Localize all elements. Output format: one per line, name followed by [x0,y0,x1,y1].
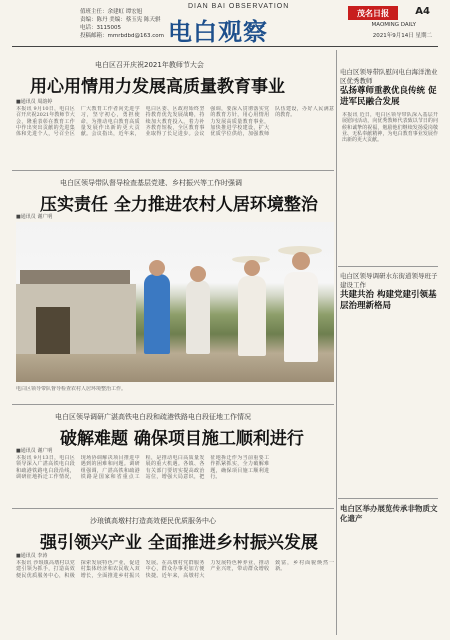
article-kicker: 电白区领导带队督导检查基层党建、乡村振兴等工作时强调 [60,179,242,187]
article-headline: 破解难题 确保项目施工顺利进行 [60,429,304,449]
divider [12,170,334,171]
sidebar-kicker: 电白区领导调研水东街道领导班子建设工作 [340,272,438,289]
article-reporter: ■通讯员 李涛 [16,553,48,559]
sidebar-article [340,272,438,312]
photo-person [238,276,266,356]
photo-person-head [292,252,310,270]
article-body: 本报讯 9月13日，电白区领导深入广湛高铁电白段和疏港铁路电白段沿线，调研征地拆迁工作情况，现场协调解决项目推进中遇到的困难和问题。调研组强调，广湛高铁和疏港铁路是国家和省重点工程，是推动电白高质量发展的重大机遇。各镇、各有关部门要切实提高政治站位，增强大局意识，把征地拆迁作为当前重要工作抓紧抓实，全力破解难题，确保项目施工顺利进行。 [16,455,270,480]
paper-name: MAOMING DAILY [371,22,416,28]
article-kicker: 电白区领导调研广湛高铁电白段和疏港铁路电白段征地工作情况 [55,413,251,421]
masthead [0,0,450,48]
article-body: 本报讯 沙琅镇高墩村以党建引领为抓手，打造高效便民优质服务中心，积极探索发展特色产业，促进村集体经济和农民收入双增长，全面推进乡村振兴发展。在高墩村党群服务中心，群众办事更加方便快捷。近年来，高墩村大力发展特色种养业，推动产业兴旺，带动群众增收致富，乡村面貌焕然一新。 [16,560,334,579]
photo-house [16,284,136,354]
article-reporter: ■通讯员 周韵婷 [16,99,53,105]
publish-date: 2021年9月14日 星期二 [372,33,432,39]
news-photo [16,222,334,382]
article-reporter: ■通讯员 谢广明 [16,214,53,220]
photo-door [36,307,70,354]
editor-line: 投稿邮箱：mmrbdbd@163.com [80,33,164,39]
sidebar-headline: 共建共治 构建党建引领基层治理新格局 [340,290,437,311]
sidebar-kicker: 电白区领导带队慰问电白海洋渔业区优秀教师 [340,68,438,85]
editor-line: 电话：3115005 [80,25,121,31]
column-divider [336,50,337,635]
sidebar-headline: 弘扬尊师重教优良传统 促进军民融合发展 [340,86,437,107]
sidebar-article [340,68,438,108]
divider [12,404,334,405]
divider [12,508,334,509]
editor-info [80,8,164,40]
paper-logo: 茂名日报 [348,6,398,20]
photo-person-head [149,260,165,276]
divider [338,266,438,267]
article-body: 本报讯 9月10日，电白区召开庆祝2021年教师节大会，隆重表彰在教育工作中作出突出贡献的先进集体和先进个人，号召全区广大教育工作者向先进学习，坚守初心，勇担使命，为推动电白教育高质量发展作出新的更大贡献。会议指出，近年来，电白区委、区政府始终坚持教育优先发展战略，持续加大教育投入，着力补齐教育短板，全区教育事业取得了长足进步。会议强调，要深入贯彻落实党的教育方针，用心用情用力发展高质量教育事业，加快推进学校建设，扩大优质学位供给，加强教师队伍建设，办好人民满意的教育。 [16,106,334,138]
divider [338,498,438,499]
photo-person-head [190,266,206,282]
article-reporter: ■通讯员 谢广明 [16,448,53,454]
page-number: A4 [415,6,430,17]
photo-person [186,280,210,354]
editor-line: 值班主任：余建虹 谭宏旭 [80,9,143,15]
photo-person [284,272,318,362]
masthead-rule [12,46,438,47]
article-headline: 用心用情用力发展高质量教育事业 [30,77,285,97]
article-headline: 强引领兴产业 全面推进乡村振兴发展 [40,533,318,553]
article-kicker: 电白区召开庆祝2021年教师节大会 [95,61,204,69]
sidebar-body: 本报讯 近日，电白区领导带队深入基层开展慰问活动，向优秀教师代表致以节日的问候和诚挚的祝福，勉励他们继续发扬爱岗敬业、无私奉献精神，为电白教育事业发展作出新的更大贡献。 [342,112,438,144]
photo-person-head [244,260,260,276]
photo-person [144,274,170,354]
section-title: 电白观察 [168,18,268,46]
photo-caption: 电白区领导带队督导检查农村人居环境整治工作。 [16,386,127,392]
sidebar-article [340,504,438,524]
editor-line: 责编：陈丹 美编：蔡玉宪 陈天骐 [80,17,161,23]
article-kicker: 沙琅镇高墩村打造高效便民优质服务中心 [90,517,216,525]
article-headline: 压实责任 全力推进农村人居环境整治 [40,195,318,215]
sidebar-kicker: 电白区举办展览传承非物质文化遗产 [340,504,438,523]
section-english-title: DIAN BAI OBSERVATION [188,3,290,10]
